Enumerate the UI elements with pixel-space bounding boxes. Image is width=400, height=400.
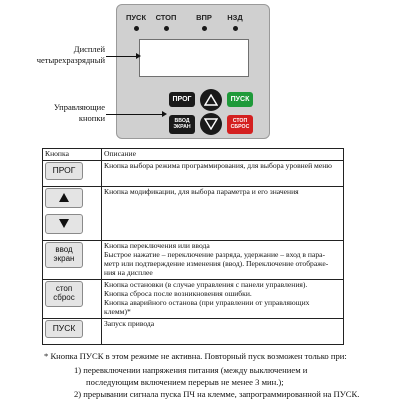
header-description: Описание [102,149,344,161]
buttons-arrow-icon [162,111,167,117]
table-up-button [45,188,83,208]
display-callout [20,44,105,65]
prog-button[interactable]: ПРОГ [169,92,195,107]
indicator-led-fwd [202,26,207,31]
up-triangle-icon [204,94,218,106]
indicator-label-start: ПУСК [125,13,147,22]
row-enter-line-2: Быстрое нажатие – переключение разряда, удержание – вход в пара- [104,249,326,259]
footnote-line-4: 2) прерывании сигнала пуска ПЧ на клемме, запрограммированной на ПУСК. [74,389,360,399]
row-stop-line-3: Кнопка аварийного останова (при управлении от управляющих [104,297,310,307]
buttons-callout-line-2: кнопки [78,112,105,123]
row-enter-line-4: ния на дисплее [104,267,153,277]
row-enter-line-3: метр или подтверждение изменения (ввод). Переключение отображе- [104,258,329,268]
table-stop-label: стоп [55,283,73,293]
up-button[interactable] [200,89,222,111]
indicator-label-nzd: НЗД [227,13,243,22]
display-callout-line-1: Дисплей [73,44,105,54]
header-button: Кнопка [43,149,102,161]
row-prog-description: Кнопка выбора режима программирования, для выбора уровней меню [104,160,332,170]
table-stop-button [45,281,83,307]
button-description-table [42,148,344,345]
stop-label: СТОП [232,117,248,124]
table-down-button [45,214,83,234]
display-callout-line-2: четырехразрядный [36,54,105,65]
table-enter-button [45,242,83,268]
stop-reset-button[interactable] [227,115,253,134]
enter-label: ВВОД [174,117,190,124]
row-start-description: Запуск привода [104,318,155,328]
indicator-led-nzd [233,26,238,31]
row-stop-line-4: клемм)* [104,306,131,316]
table-row [43,186,344,240]
keypad-panel [116,4,270,139]
enter-screen-button[interactable] [169,115,195,134]
buttons-callout [20,102,105,123]
table-row [43,240,344,279]
screen-label: ЭКРАН [173,124,191,130]
row-stop-line-2: Кнопка сброса после возникновения ошибки. [104,288,252,298]
table-reset-label: сброс [53,292,75,302]
down-triangle-icon [59,219,69,228]
footnote-line-2: 1) перевключении напряжения питания (между выключением и [74,365,308,375]
indicator-label-fwd: ВПР [196,13,212,22]
indicator-label-stop: СТОП [155,13,177,22]
table-screen-label: экран [53,253,75,263]
buttons-callout-line-1: Управляющие [53,102,105,112]
down-button[interactable] [200,113,222,135]
display-arrow-icon [136,53,141,59]
reset-label: СБРОС [230,124,250,130]
table-row [43,160,344,186]
table-start-button: ПУСК [45,320,83,338]
table-enter-label: ввод [55,245,73,255]
down-triangle-icon [204,118,218,130]
table-row [43,318,344,344]
buttons-leader-line [106,114,164,115]
row-enter-line-1: Кнопка переключения или ввода [104,240,210,250]
indicator-led-stop [164,26,169,31]
start-button[interactable]: ПУСК [227,92,253,107]
four-digit-display [139,39,249,77]
table-row [43,279,344,318]
up-triangle-icon [59,193,69,202]
indicator-led-start [134,26,139,31]
table-prog-button: ПРОГ [45,162,83,180]
row-stop-line-1: Кнопка остановки (в случае управления с панели управления). [104,279,308,289]
display-leader-line [106,56,138,57]
row-modify-description: Кнопка модификации, для выбора параметра и его значения [104,186,299,196]
footnote-line-3: последующим включением перерыв не менее 3 мин.); [86,377,284,387]
footnote-line-1: * Кнопка ПУСК в этом режиме не активна. Повторный пуск возможен только при: [44,351,347,361]
